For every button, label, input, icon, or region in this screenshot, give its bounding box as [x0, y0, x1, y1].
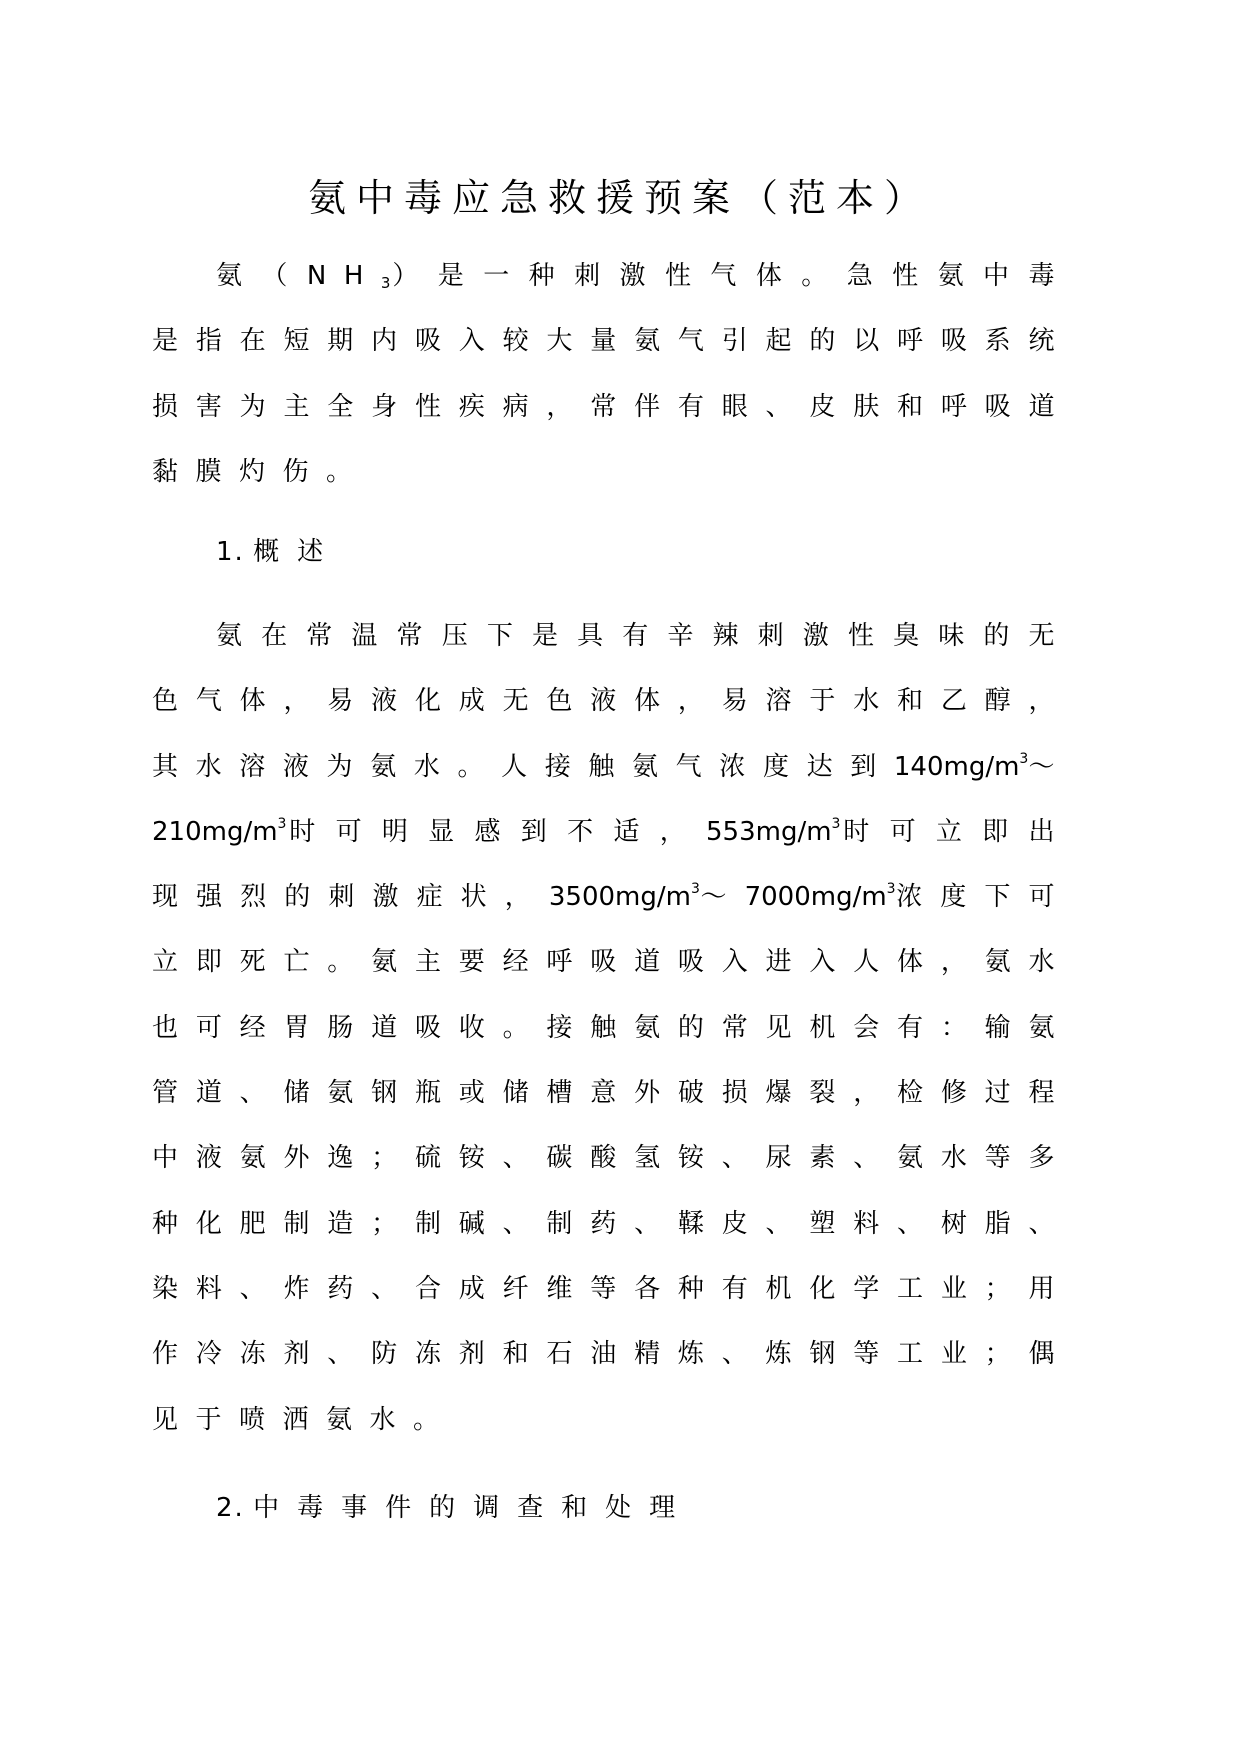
nh3-subscript: 3: [380, 274, 391, 292]
intro-text-start: 氨（NH: [216, 261, 381, 291]
section-2-number: 2.: [216, 1493, 245, 1523]
section-2-title: 中毒事件的调查和处理: [253, 1493, 694, 1523]
intro-text-rest: ）是一种刺激性气体。急性氨中毒是指在短期内吸入较大量氨气引起的以呼吸系统损害为主全身性疾病，常伴有眼、皮肤和呼吸道黏膜灼伤。: [152, 261, 1072, 487]
range-tilde-1: ～: [1028, 751, 1072, 782]
concentration-3500: 3500mg/m: [548, 882, 691, 913]
document-title: 氨中毒应急救援预案（范本）: [307, 176, 932, 220]
section-1-title: 概述: [253, 537, 342, 567]
range-tilde-2: ～: [699, 882, 745, 913]
section-1-paragraph: [152, 604, 1072, 1453]
concentration-3500-exponent: 3: [690, 881, 700, 898]
concentration-553: 553mg/m: [706, 816, 832, 847]
overview-text-4: 浓度下可立即死亡。氨主要经呼吸道吸入进入人体，氨水也可经胃肠道吸收。接触氨的常见机会有：输氨管道、储氨钢瓶或储槽意外破损爆裂，检修过程中液氨外逸；硫铵、碳酸氢铵、尿素、氨水等多种化肥制造；制碱、制药、鞣皮、塑料、树脂、染料、炸药、合成纤维等各种有机化学工业；用作冷冻剂、防冻剂和石油精炼、炼钢等工业；偶见于喷洒氨水。: [152, 882, 1072, 1435]
section-1-number: 1.: [216, 537, 245, 567]
concentration-210: 210mg/m: [152, 816, 278, 847]
overview-text-1: 氨在常温常压下是具有辛辣刺激性臭味的无色气体，易液化成无色液体，易溶于水和乙醇，其水溶液为氨水。人接触氨气浓度达到: [152, 621, 1072, 782]
overview-text-3: 时可立即出现强烈的刺激症状，: [152, 816, 1072, 913]
overview-text-2: 时可明显感到不适，: [286, 816, 706, 847]
section-1-heading: [216, 524, 341, 580]
intro-paragraph: [152, 244, 1072, 505]
concentration-140: 140mg/m: [893, 751, 1020, 782]
section-2-heading: [216, 1480, 693, 1536]
concentration-140-exponent: 3: [1019, 750, 1029, 767]
concentration-553-exponent: 3: [831, 815, 841, 832]
concentration-7000: 7000mg/m: [744, 882, 887, 913]
concentration-210-exponent: 3: [277, 815, 287, 832]
concentration-7000-exponent: 3: [886, 881, 896, 898]
